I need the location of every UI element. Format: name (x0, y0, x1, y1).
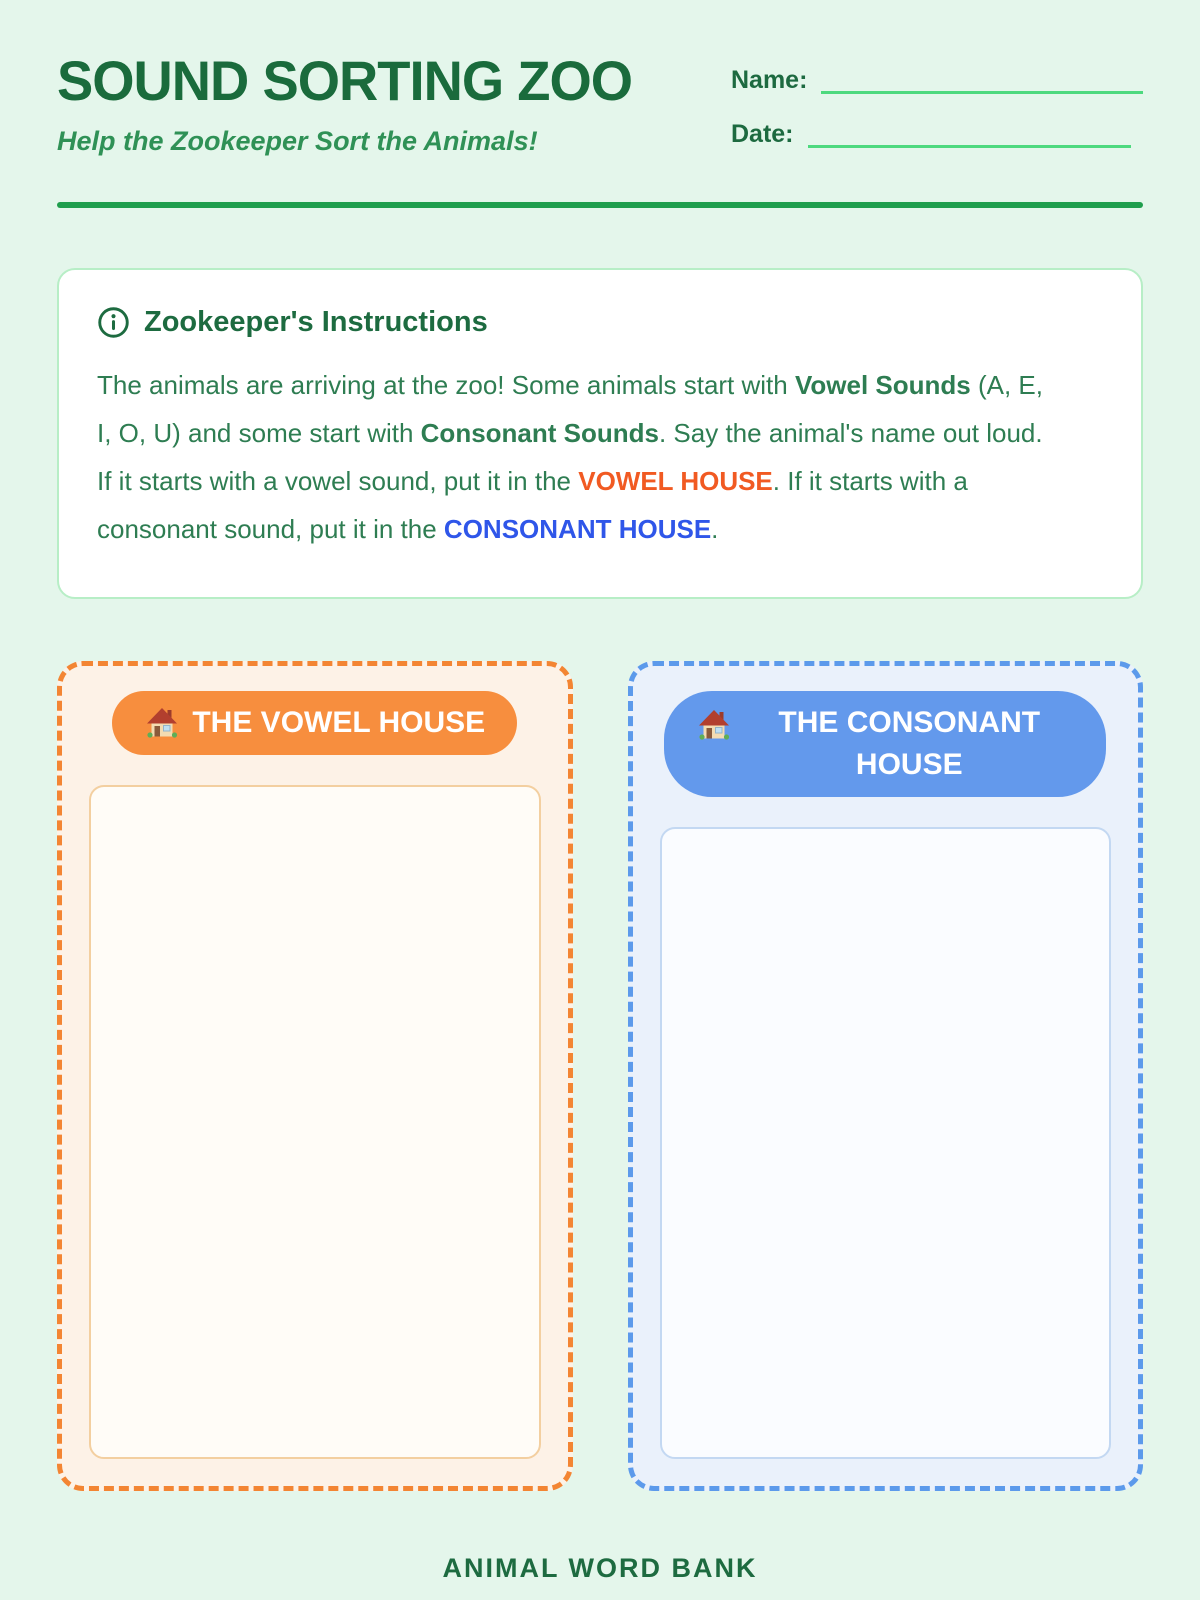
instructions-heading: Zookeeper's Instructions (144, 306, 488, 338)
consonant-house-dropzone[interactable] (660, 827, 1112, 1459)
instructions-segment: . Say the animal's name out loud. If it starts with a vowel sound, put it in the (97, 418, 1043, 496)
house-icon (144, 705, 180, 741)
vowel-house-label: THE VOWEL HOUSE (192, 706, 486, 739)
word-bank-heading: ANIMAL WORD BANK (442, 1553, 758, 1583)
instructions-card (57, 268, 1143, 599)
page-title: SOUND SORTING ZOO (57, 49, 633, 112)
name-input-line[interactable] (821, 64, 1143, 94)
date-input-line[interactable] (808, 118, 1131, 148)
consonant-house-label: THE CONSONANT HOUSE (778, 706, 1041, 781)
instructions-segment: . If it starts with a consonant sound, put it in the (97, 466, 968, 544)
consonant-house (628, 661, 1144, 1491)
vowel-sounds-term: Vowel Sounds (794, 370, 971, 400)
vowel-house-dropzone[interactable] (89, 785, 541, 1459)
divider-rule (57, 202, 1143, 208)
info-circle-icon (97, 306, 130, 339)
title-block (57, 49, 650, 157)
instructions-segment: (A, E, I, O, U) and some start with (97, 370, 1043, 448)
sorting-houses (57, 661, 1143, 1491)
page-subtitle: Help the Zookeeper Sort the Animals! (57, 126, 538, 157)
house-icon (696, 707, 732, 743)
header (57, 49, 1143, 172)
instructions-segment: The animals are arriving at the zoo! Some animals start with (97, 370, 795, 400)
name-field-row (731, 64, 1143, 94)
vowel-house-term: VOWEL HOUSE (578, 466, 773, 496)
name-date-fields (731, 64, 1143, 172)
consonant-house-header (664, 691, 1106, 797)
consonant-house-term: CONSONANT HOUSE (443, 514, 712, 544)
instructions-header (97, 306, 1103, 339)
vowel-house (57, 661, 573, 1491)
date-label: Date: (731, 120, 794, 148)
date-field-row (731, 118, 1143, 148)
name-label: Name: (731, 66, 808, 94)
instructions-text (97, 361, 1052, 553)
instructions-segment: . (711, 514, 719, 544)
consonant-sounds-term: Consonant Sounds (420, 418, 659, 448)
vowel-house-header (112, 691, 517, 755)
